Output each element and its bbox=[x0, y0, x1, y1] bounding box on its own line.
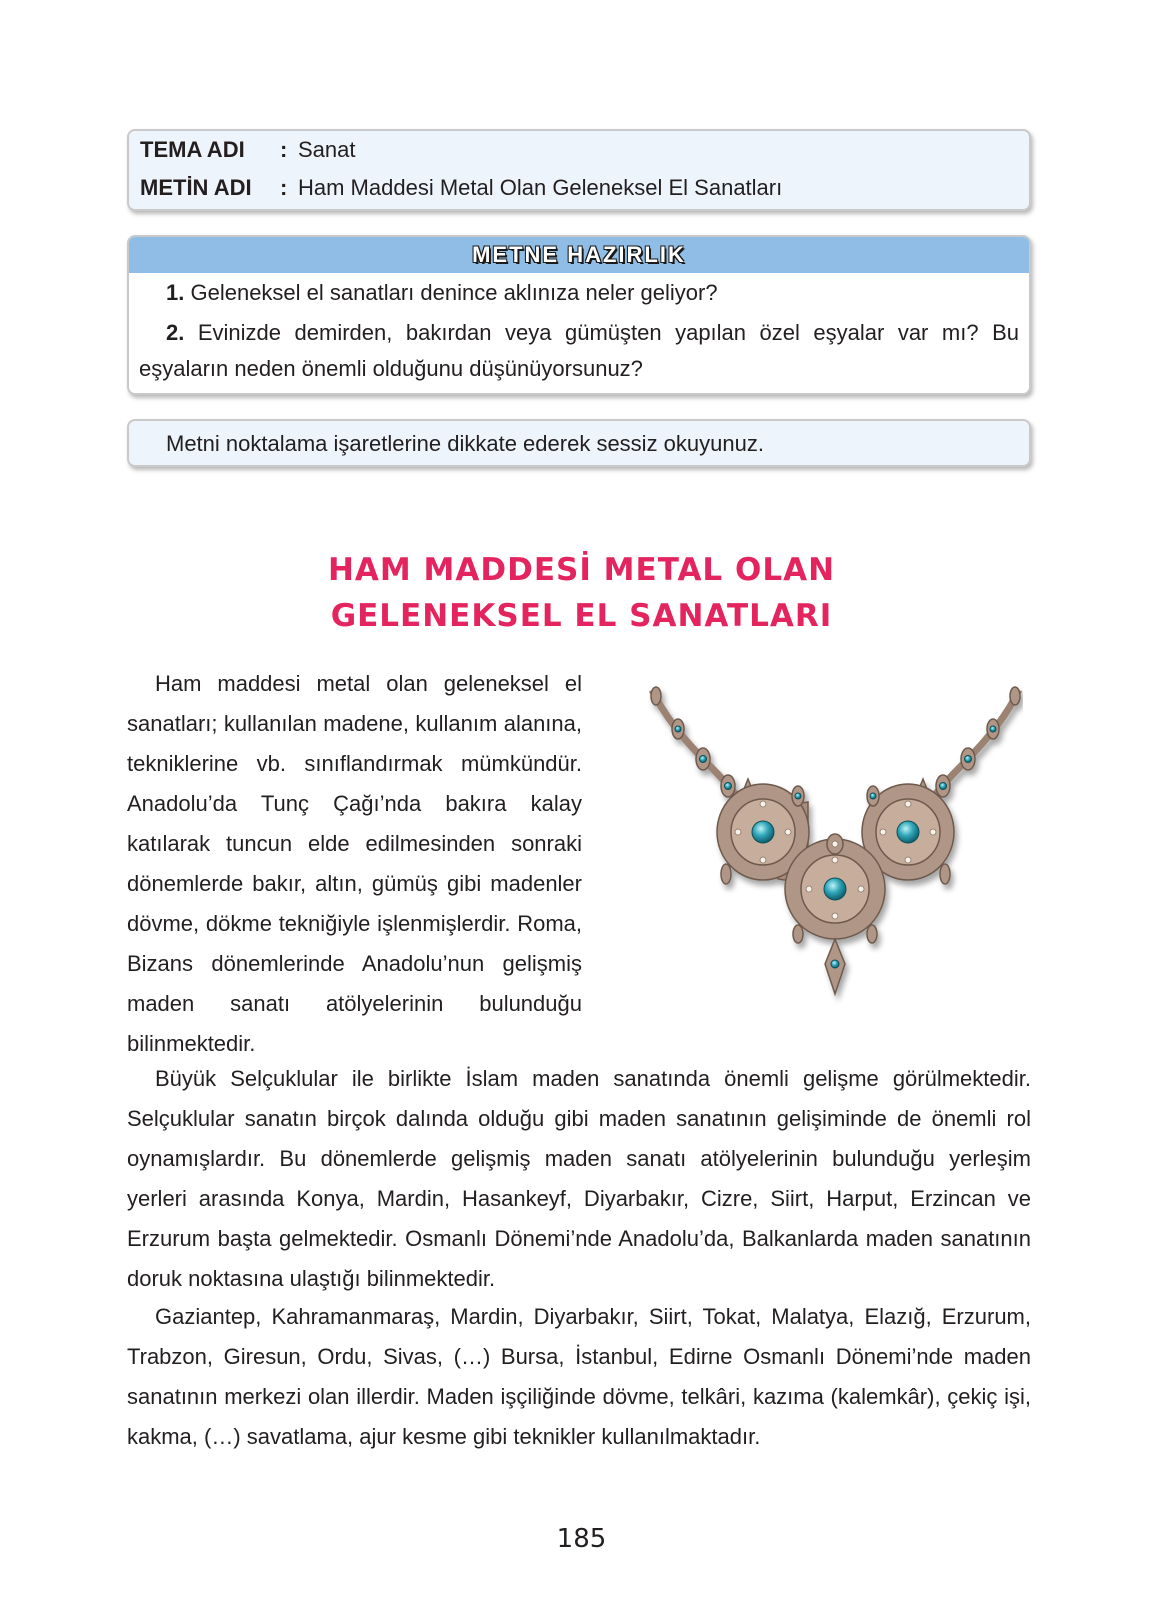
article-title-line-1: HAM MADDESİ METAL OLAN bbox=[327, 552, 836, 588]
question-2-number: 2. bbox=[166, 320, 185, 345]
article-title-line-2: GELENEKSEL EL SANATLARI bbox=[330, 598, 833, 634]
theme-value: Sanat bbox=[298, 137, 356, 162]
question-1-number: 1. bbox=[166, 280, 185, 305]
text-name-row bbox=[140, 173, 782, 203]
text-name-label: METİN ADI bbox=[140, 175, 252, 200]
text-name-value: Ham Maddesi Metal Olan Geleneksel El Sanatları bbox=[298, 175, 783, 200]
theme-label: TEMA ADI bbox=[140, 137, 245, 162]
article-paragraph-3: Gaziantep, Kahramanmaraş, Mardin, Diyarbakır, Siirt, Tokat, Malatya, Elazığ, Erzurum, Trabzon, Giresun, Ordu, Sivas, (…) Bursa, İstanbul, Edirne Osmanlı Dönemi’nde maden sanatının merkezi olan illerdir. Maden işçiliğinde dövme, telkâri, kazıma (kalemkâr), çekiç işi, kakma, (…) savatlama, ajur kesme gibi teknikler kullanılmaktadır. bbox=[127, 1304, 1031, 1449]
theme-colon: : bbox=[280, 137, 288, 162]
reading-instruction: Metni noktalama işaretlerine dikkate ederek sessiz okuyunuz. bbox=[166, 431, 764, 456]
page-number: 185 bbox=[556, 1524, 607, 1554]
question-2-text: Evinizde demirden, bakırdan veya gümüşten yapılan özel eşyalar var mı? Bu eşyaların neden önemli olduğunu düşünüyorsunuz? bbox=[139, 320, 1019, 381]
theme-info-box bbox=[127, 129, 1031, 211]
preparation-heading: METNE HAZIRLIK bbox=[129, 237, 1029, 273]
text-name-colon: : bbox=[280, 175, 288, 200]
question-2 bbox=[139, 315, 1019, 387]
article-paragraph-1: Ham maddesi metal olan geleneksel el sanatları; kullanılan madene, kullanım alanına, tekniklerine vb. sınıflandırmak mümkündür. Anadolu’da Tunç Çağı’nda bakıra kalay katılarak tuncun elde edilmesinden sonraki dönemlerde bakır, altın, gümüş gibi madenler dövme, dökme tekniğiyle işlenmişlerdir. Roma, Bizans dönemlerinde Anadolu’nun gelişmiş maden sanatı atölyelerinin bulunduğu bilinmektedir. bbox=[127, 671, 582, 1056]
theme-row bbox=[140, 135, 356, 165]
preparation-box bbox=[127, 235, 1031, 395]
reading-instruction-box bbox=[127, 419, 1031, 467]
question-1 bbox=[139, 275, 1019, 311]
necklace-image bbox=[648, 684, 1023, 1014]
article-paragraph-2: Büyük Selçuklular ile birlikte İslam maden sanatında önemli gelişme görülmektedir. Selçuklular sanatın birçok dalında olduğu gibi maden sanatının gelişiminde de önemli rol oynamışlardır. Bu dönemlerde gelişmiş maden sanatı atölyelerinin bulunduğu yerleşim yerleri arasında Konya, Mardin, Hasankeyf, Diyarbakır, Cizre, Siirt, Harput, Erzincan ve Erzurum başta gelmektedir. Osmanlı Dönemi’nde Anadolu’da, Balkanlarda maden sanatının doruk noktasına ulaştığı bilinmektedir. bbox=[127, 1066, 1031, 1291]
question-1-text: Geleneksel el sanatları denince aklınıza neler geliyor? bbox=[190, 280, 718, 305]
